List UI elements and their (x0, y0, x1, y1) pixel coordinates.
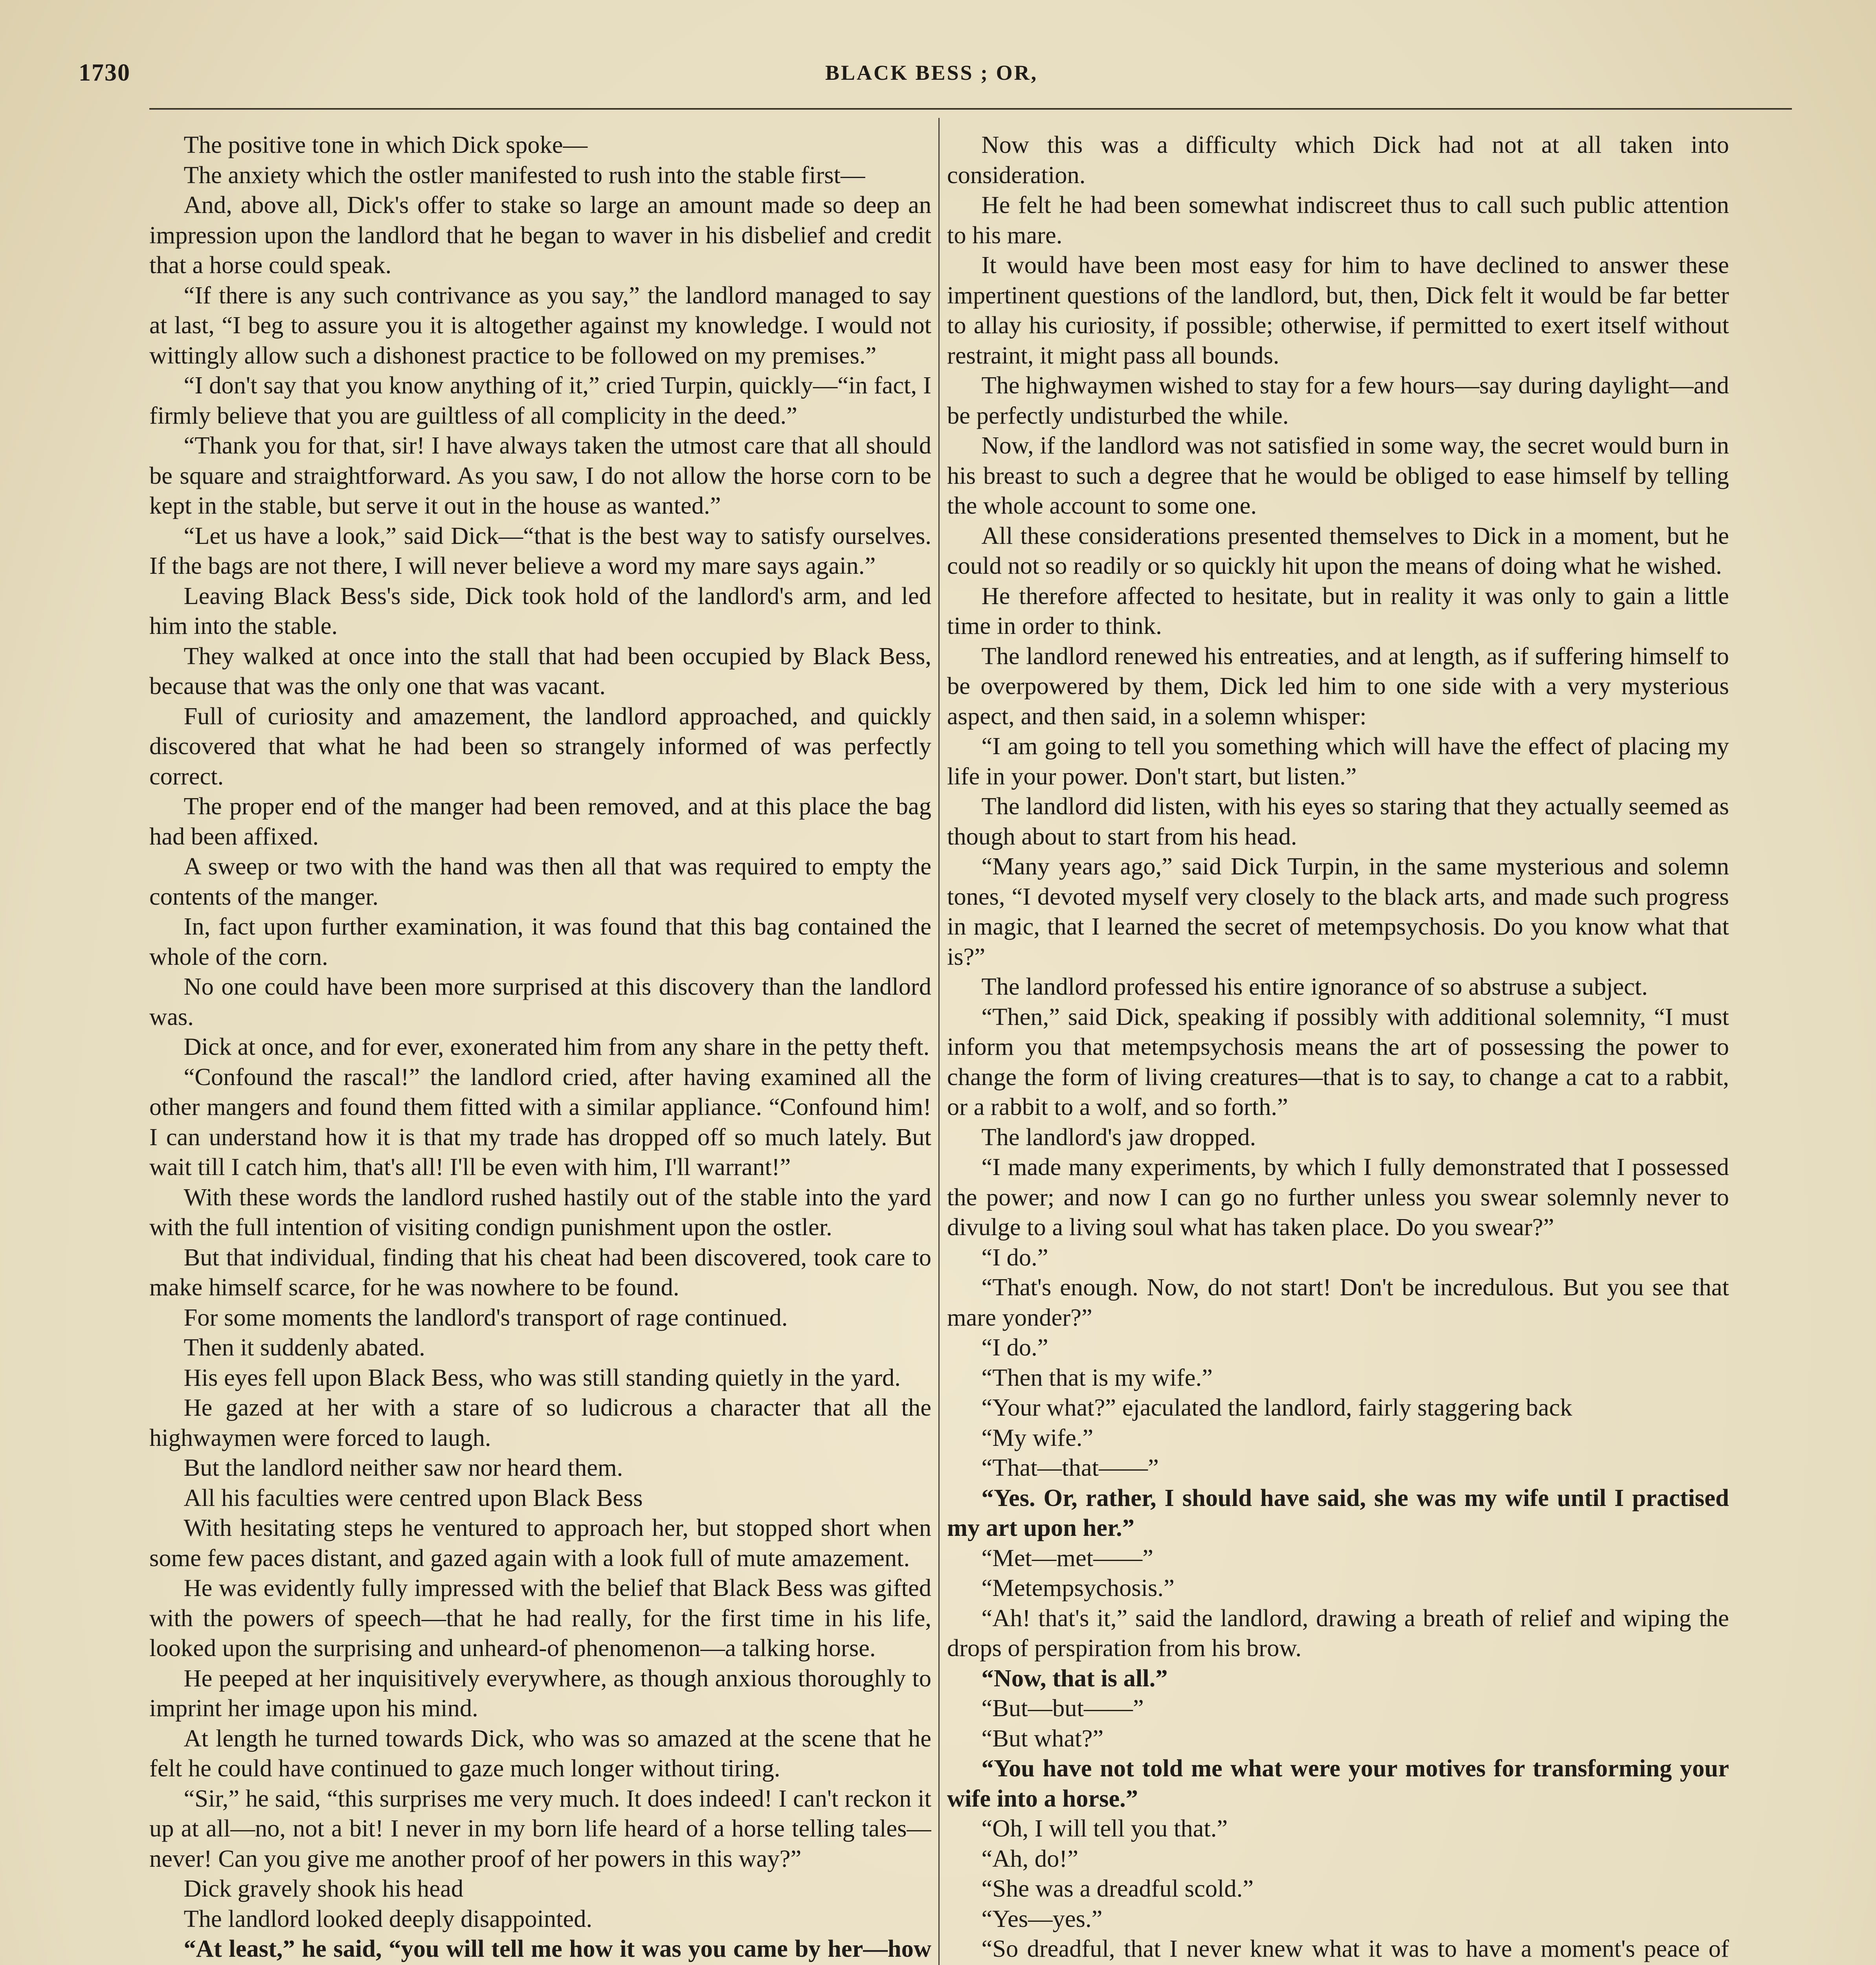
right-column (947, 130, 1729, 1965)
paragraph: No one could have been more surprised at this discovery than the landlord was. (149, 973, 931, 1030)
paragraph: “Now, that is all.” (981, 1664, 1168, 1692)
paragraph: “Oh, I will tell you that.” (981, 1814, 1228, 1842)
paragraph: His eyes fell upon Black Bess, who was still standing quietly in the yard. (184, 1363, 901, 1391)
paragraph: “Met—met——” (981, 1544, 1153, 1572)
paragraph: But the landlord neither saw nor heard them. (184, 1454, 623, 1481)
paragraph: Then it suddenly abated. (184, 1333, 425, 1361)
paragraph: “Ah, do!” (981, 1844, 1078, 1872)
paragraph: “I do.” (981, 1243, 1048, 1271)
paragraph: “Your what?” ejaculated the landlord, fairly staggering back (981, 1394, 1573, 1421)
paragraph: With hesitating steps he ventured to approach her, but stopped short when some few paces distant, and gazed again with a look full of mute amazement. (149, 1514, 931, 1572)
paragraph: Now this was a difficulty which Dick had not at all taken into consideration. (947, 131, 1729, 189)
paragraph: A sweep or two with the hand was then all that was required to empty the contents of the manger. (149, 852, 931, 910)
paragraph: For some moments the landlord's transport of rage continued. (184, 1303, 788, 1331)
paragraph: The anxiety which the ostler manifested to rush into the stable first— (184, 161, 865, 189)
paragraph: “That—that——” (981, 1454, 1159, 1481)
paragraph: “If there is any such contrivance as you say,” the landlord managed to say at last, “I beg to assure you it is altogether against my knowledge. I would not wittingly allow such a dishonest practice to be followed on my premises.” (149, 281, 931, 369)
paragraph: Leaving Black Bess's side, Dick took hold of the landlord's arm, and led him into the stable. (149, 582, 931, 639)
paragraph: All his faculties were centred upon Black Bess (184, 1484, 643, 1511)
paragraph: The proper end of the manger had been removed, and at this place the bag had been affixed. (149, 792, 931, 850)
paragraph: The positive tone in which Dick spoke— (184, 131, 588, 158)
paragraph: In, fact upon further examination, it was found that this bag contained the whole of the corn. (149, 913, 931, 970)
paragraph: “Then,” said Dick, speaking if possibly with additional solemnity, “I must inform you that metempsychosis means the art of possessing the power to change the form of living creatures—that is to say, to change a cat to a rabbit, or a rabbit to a wolf, and so forth.” (947, 1003, 1729, 1120)
left-column (149, 130, 931, 1965)
paragraph: “I do.” (981, 1333, 1048, 1361)
paragraph: The landlord looked deeply disappointed. (184, 1904, 593, 1932)
paragraph: Now, if the landlord was not satisfied in some way, the secret would burn in his breast to such a degree that he would be obliged to ease himself by telling the whole account to some one. (947, 432, 1729, 519)
paragraph: “Let us have a look,” said Dick—“that is the best way to satisfy ourselves. If the bags are not there, I will never believe a word my mare says again.” (149, 522, 931, 579)
paragraph: “But what?” (981, 1724, 1104, 1752)
paragraph: “You have not told me what were your motives for transforming your wife into a horse.” (947, 1754, 1729, 1812)
paragraph: “Many years ago,” said Dick Turpin, in the same mysterious and solemn tones, “I devoted myself very closely to the black arts, and made such progress in magic, that I learned the secret of metempsychosis. Do you know what that is?” (947, 852, 1729, 970)
column-divider (938, 118, 940, 1965)
paragraph: He peeped at her inquisitively everywhere, as though anxious thoroughly to imprint her image upon his mind. (149, 1664, 931, 1722)
header-rule (149, 108, 1792, 110)
paragraph: “But—but——” (981, 1694, 1144, 1722)
paragraph: “So dreadful, that I never knew what it was to have a moment's peace of (981, 1935, 1729, 1962)
paragraph: But that individual, finding that his cheat had been discovered, took care to make himself scarce, for he was nowhere to be found. (149, 1243, 931, 1301)
paragraph: “Sir,” he said, “this surprises me very much. It does indeed! I can't reckon it up at all—no, not a bit! I never in my born life heard of a horse telling tales—never! Can you give me another proof of her powers in this way?” (149, 1784, 931, 1872)
paragraph: “I don't say that you know anything of it,” cried Turpin, quickly—“in fact, I firmly believe that you are guiltless of all complicity in the deed.” (149, 371, 931, 429)
paragraph: All these considerations presented themselves to Dick in a moment, but he could not so readily or so quickly hit upon the means of doing what he wished. (947, 522, 1729, 579)
paragraph: “My wife.” (981, 1423, 1094, 1451)
paragraph: “Yes—yes.” (981, 1904, 1103, 1932)
paragraph: He was evidently fully impressed with the belief that Black Bess was gifted with the powers of speech—that he had really, for the first time in his life, looked upon the surprising and unheard-of phenomenon—a talking horse. (149, 1574, 931, 1662)
page-header (0, 59, 1876, 86)
paragraph: “I made many experiments, by which I fully demonstrated that I possessed the power; and now I can go no further unless you swear solemnly never to divulge to a living soul what has taken place. Do you swear?” (947, 1153, 1729, 1241)
paragraph: With these words the landlord rushed hastily out of the stable into the yard with the full intention of visiting condign punishment upon the ostler. (149, 1183, 931, 1241)
paragraph: He gazed at her with a stare of so ludicrous a character that all the highwaymen were forced to laugh. (149, 1394, 931, 1451)
paragraph: It would have been most easy for him to have declined to answer these impertinent questions of the landlord, but, then, Dick felt it would be far better to allay his curiosity, if possible; otherwise, if permitted to exert itself without restraint, it might pass all bounds. (947, 251, 1729, 369)
paragraph: The landlord's jaw dropped. (981, 1123, 1256, 1151)
paragraph: Dick at once, and for ever, exonerated him from any share in the petty theft. (184, 1033, 930, 1060)
paragraph: “Metempsychosis.” (981, 1574, 1175, 1601)
paragraph: The landlord professed his entire ignorance of so abstruse a subject. (981, 973, 1648, 1000)
paragraph: “At least,” he said, “you will tell me how it was you came by her—how (184, 1935, 931, 1962)
paragraph: “That's enough. Now, do not start! Don't be incredulous. But you see that mare yonder?” (947, 1273, 1729, 1331)
paragraph: “Ah! that's it,” said the landlord, drawing a breath of relief and wiping the drops of perspiration from his brow. (947, 1604, 1729, 1662)
paragraph: The landlord did listen, with his eyes so staring that they actually seemed as though about to start from his head. (947, 792, 1729, 850)
paragraph: “Then that is my wife.” (981, 1363, 1213, 1391)
paragraph: He felt he had been somewhat indiscreet thus to call such public attention to his mare. (947, 191, 1729, 249)
paragraph: “Yes. Or, rather, I should have said, she was my wife until I practised my art upon her.” (947, 1484, 1729, 1541)
paragraph: Dick gravely shook his head (184, 1875, 464, 1902)
paragraph: “Confound the rascal!” the landlord cried, after having examined all the other mangers and found them fitted with a similar appliance. “Confound him! I can understand how it is that my trade has dropped off so much lately. But wait till I catch him, that's all! I'll be even with him, I'll warrant!” (149, 1063, 931, 1181)
paragraph: The landlord renewed his entreaties, and at length, as if suffering himself to be overpowered by them, Dick led him to one side with a very mysterious aspect, and then said, in a solemn whisper: (947, 642, 1729, 730)
paragraph: They walked at once into the stall that had been occupied by Black Bess, because that was the only one that was vacant. (149, 642, 931, 700)
paragraph: He therefore affected to hesitate, but in reality it was only to gain a little time in order to think. (947, 582, 1729, 639)
paragraph: At length he turned towards Dick, who was so amazed at the scene that he felt he could have continued to gaze much longer without tiring. (149, 1724, 931, 1782)
running-head: BLACK BESS ; OR, (825, 61, 1038, 84)
page-number: 1730 (79, 59, 130, 86)
paragraph: “She was a dreadful scold.” (981, 1875, 1254, 1902)
paragraph: “Thank you for that, sir! I have always taken the utmost care that all should be square and straightforward. As you saw, I do not allow the horse corn to be kept in the stable, but serve it out in the house as wanted.” (149, 432, 931, 519)
paragraph: Full of curiosity and amazement, the landlord approached, and quickly discovered that what he had been so strangely informed of was perfectly correct. (149, 702, 931, 790)
paragraph: “I am going to tell you something which will have the effect of placing my life in your power. Don't start, but listen.” (947, 732, 1729, 790)
paragraph: And, above all, Dick's offer to stake so large an amount made so deep an impression upon the landlord that he began to waver in his disbelief and credit that a horse could speak. (149, 191, 931, 279)
paragraph: The highwaymen wished to stay for a few hours—say during daylight—and be perfectly undisturbed the while. (947, 371, 1729, 429)
